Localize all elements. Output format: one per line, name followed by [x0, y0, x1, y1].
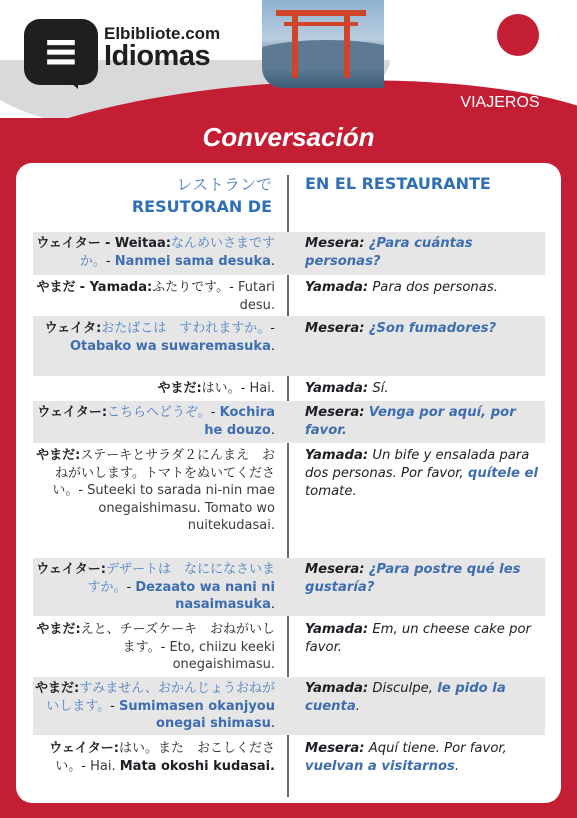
speaker: ウェイタ	[44, 321, 97, 336]
romaji: Dezaato wa nani ni nasaimasuka	[135, 579, 275, 612]
heading-spanish: EN EL RESTAURANTE	[305, 174, 491, 193]
es-cell	[305, 680, 541, 716]
level-audience: VIAJEROS	[460, 94, 540, 111]
es-text: Para dos personas.	[372, 280, 498, 295]
jp-text: ふたりです。	[152, 280, 230, 295]
torii-gate-photo	[262, 0, 384, 88]
jp-text: ステーキとサラダ２にんまえ おねがいします。トマトをぬいてください。	[52, 448, 275, 498]
es-cell	[305, 320, 541, 338]
romaji: Hai.	[90, 758, 116, 774]
brand-name: Idiomas	[104, 40, 211, 72]
es-text: ¿Son fumadores?	[368, 321, 497, 336]
table-row	[33, 677, 545, 735]
logo-letter-icon: ≡	[42, 26, 80, 77]
table-row	[33, 737, 545, 799]
heading-japanese	[96, 174, 272, 218]
jp-text-b: また おこしください。	[55, 741, 275, 774]
table-row	[33, 377, 545, 401]
jp-cell: やまだ - Yamada:ふたりです。- Futari desu.	[36, 280, 275, 313]
es-text-end: .	[454, 759, 460, 774]
es-text: Em, un cheese cake por favor.	[305, 622, 531, 655]
table-row	[33, 316, 545, 376]
jp-cell: ウェイター:こちらへどうぞ。- Kochira he douzo.	[37, 405, 275, 438]
romaji: Eto, chiizu keeki onegaishimasu.	[169, 639, 275, 672]
jp-cell: ウェイター:はい。また おこしください。- Hai. Mata okoshi kudasai.	[49, 741, 275, 774]
es-speaker: Yamada:	[305, 681, 369, 696]
jp-text: えと、チーズケーキ おねがいします。	[80, 622, 275, 655]
level-badge	[451, 64, 549, 118]
level-language: JAPONÉS	[462, 72, 538, 89]
es-speaker: Mesera:	[305, 741, 365, 756]
jp-text: はい。	[118, 741, 158, 756]
speaker: やまだ	[157, 381, 197, 396]
es-cell	[305, 404, 541, 440]
speaker: やまだ	[35, 681, 75, 696]
romaji-b: Mata okoshi kudasai.	[119, 758, 275, 774]
es-speaker: Mesera:	[305, 236, 365, 251]
es-speaker: Mesera:	[305, 562, 365, 577]
es-cell	[305, 279, 541, 297]
es-speaker: Mesera:	[305, 321, 365, 336]
es-text: Sí.	[372, 381, 389, 396]
heading-jp: レストランで	[176, 175, 272, 194]
jp-cell: ウェイタ:おたばこは すわれますか。- Otabako wa suwaremasuka.	[44, 321, 275, 354]
es-speaker: Yamada:	[305, 280, 369, 295]
speaker: やまだ	[36, 448, 76, 463]
romaji: Futari desu.	[237, 280, 275, 313]
brand-logo-icon	[24, 19, 98, 85]
es-cell	[305, 235, 541, 271]
es-cell	[305, 447, 541, 501]
speaker: ウェイター	[36, 562, 101, 577]
jp-cell: やまだ:ステーキとサラダ２にんまえ おねがいします。トマトをぬいてください。- Suteeki to sarada ni-nin mae onegaishimasu. Tomato wo nuitekudasai.	[36, 448, 275, 533]
jp-cell: ウェイター - Weitaa:なんめいさまですか。- Nanmei sama desuka.	[36, 236, 275, 269]
romaji: Kochira he douzo	[204, 405, 275, 438]
es-text-highlight: vuelvan a visitarnos	[305, 759, 455, 774]
es-speaker: Yamada:	[305, 448, 369, 463]
es-speaker: Yamada:	[305, 381, 369, 396]
es-speaker: Mesera:	[305, 405, 365, 420]
jp-text: すみません、おかんじょうおねがいします。	[46, 681, 275, 714]
jp-text: なんめいさまですか。	[79, 236, 275, 269]
jp-cell: ウェイター:デザートは なにになさいますか。- Dezaato wa nani ni nasaimasuka.	[36, 562, 275, 612]
es-speaker: Yamada:	[305, 622, 369, 637]
romaji: Nanmei sama desuka	[114, 253, 271, 269]
es-text: Un bife y ensalada para dos personas. Por favor,	[305, 448, 530, 481]
speaker: ウェイター	[37, 405, 102, 420]
romaji: Hai.	[249, 381, 275, 396]
jp-cell: やまだ:すみません、おかんじょうおねがいします。- Sumimasen okanjyou onegai shimasu.	[35, 681, 275, 731]
jp-text: おたばこは すわれますか。	[101, 321, 271, 336]
table-row	[33, 444, 545, 556]
es-cell	[305, 561, 541, 597]
page-title: Conversación	[202, 122, 375, 152]
heading-romaji: RESUTORAN DE	[131, 197, 272, 216]
es-text: Aquí tiene. Por favor,	[368, 741, 507, 756]
speaker: ウェイター	[36, 236, 101, 251]
table-row	[33, 276, 545, 316]
jp-text: はい。	[201, 381, 241, 396]
romaji: Otabako wa suwaremasuka	[69, 338, 271, 354]
table-row	[33, 558, 545, 616]
table-row	[33, 618, 545, 676]
romaji: Suteeki to sarada ni-nin mae onegaishimasu. Tomato wo nuitekudasai.	[87, 483, 275, 533]
es-text-highlight: le pido la cuenta	[305, 681, 506, 714]
speaker: やまだ	[36, 622, 76, 637]
speaker: やまだ	[36, 280, 76, 295]
speaker-romaji: - Weitaa	[104, 236, 166, 251]
brand-site: Elbibliote.com	[104, 24, 221, 43]
japan-flag-icon	[497, 14, 539, 56]
es-text: Venga por aquí, por favor.	[305, 405, 516, 438]
jp-cell: やまだ:はい。- Hai.	[157, 381, 275, 396]
es-cell	[305, 621, 541, 657]
table-row	[33, 232, 545, 275]
es-text-end: tomate.	[305, 484, 357, 499]
es-text-end: .	[355, 699, 360, 714]
es-text-highlight: quítele el	[467, 466, 539, 481]
es-cell	[305, 380, 541, 398]
jp-cell: やまだ:えと、チーズケーキ おねがいします。- Eto, chiizu keeki onegaishimasu.	[36, 622, 275, 672]
speaker-romaji: - Yamada	[79, 280, 147, 295]
es-text: ¿Para cuántas personas?	[305, 236, 473, 269]
table-row	[33, 401, 545, 443]
jp-text: こちらへどうぞ。	[107, 405, 211, 420]
es-cell	[305, 740, 541, 776]
es-text: Disculpe,	[372, 681, 433, 696]
es-text: ¿Para postre qué les gustaría?	[305, 562, 521, 595]
speaker: ウェイター	[49, 741, 114, 756]
jp-text: デザートは なにになさいますか。	[87, 562, 275, 595]
romaji: Sumimasen okanjyou onegai shimasu	[119, 698, 275, 731]
